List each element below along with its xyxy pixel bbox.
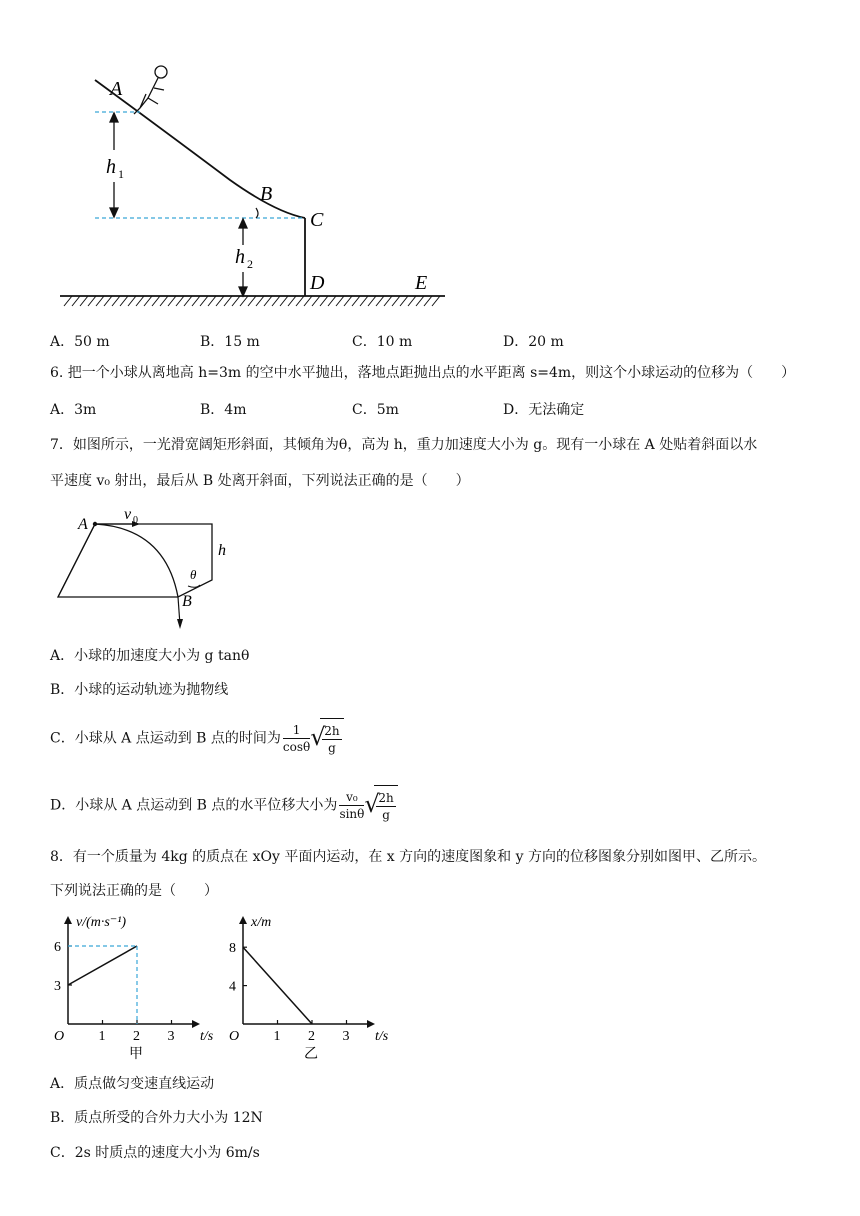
label-b: B <box>182 593 192 610</box>
x-tick-label: 2 <box>133 1029 140 1044</box>
chart-yi <box>225 906 395 1066</box>
x-axis-arrowhead <box>192 1020 200 1028</box>
q8-option-a[interactable]: A．质点做匀变速直线运动 <box>50 1076 215 1092</box>
chart-title: 乙 <box>304 1047 318 1062</box>
origin-label: O <box>54 1029 65 1044</box>
label-h2-sub: 2 <box>247 257 253 271</box>
x-tick-label: 1 <box>273 1029 281 1044</box>
q5-option-a[interactable]: A．50 m <box>50 334 110 350</box>
y-tick-label: 3 <box>54 979 61 994</box>
q6-option-b[interactable]: B．4m <box>200 402 247 418</box>
q6-option-d[interactable]: D．无法确定 <box>503 402 585 418</box>
q8-option-b[interactable]: B．质点所受的合外力大小为 12N <box>50 1110 263 1126</box>
label-v0-sub: 0 <box>133 515 138 526</box>
label-h1: h <box>106 156 116 178</box>
q8-stem-line2: 下列说法正确的是（ ） <box>50 883 218 899</box>
label-a: A <box>110 78 123 100</box>
q7-option-c[interactable] <box>50 718 344 759</box>
y-axis-arrowhead <box>239 916 247 924</box>
label-h: h <box>218 542 226 559</box>
q7-option-d-text: D．小球从 A 点运动到 B 点的水平位移大小为 <box>50 797 338 814</box>
q6-option-c[interactable]: C．5m <box>352 402 399 418</box>
label-v0: v <box>124 506 132 523</box>
label-h2: h <box>235 246 245 268</box>
q5-diagram <box>50 50 460 320</box>
series-line <box>243 947 312 1024</box>
x-tick-label: 2 <box>308 1029 315 1044</box>
y-axis-arrowhead <box>64 916 72 924</box>
q7-option-c-sqrt: √ $\frac{2h}{g}$ <box>320 718 343 759</box>
y-axis-label: x/m <box>251 915 272 930</box>
trajectory-curve <box>95 524 178 597</box>
chart-title: 甲 <box>129 1047 143 1062</box>
q7-option-b[interactable]: B．小球的运动轨迹为抛物线 <box>50 682 229 698</box>
ground-hatch <box>64 296 440 306</box>
q7-option-d-sqrt: √ $\frac{2h}{g}$ <box>374 785 397 826</box>
q6-stem: 6. 把一个小球从离地高 h=3m 的空中水平抛出，落地点距抛出点的水平距离 s=4m，则这个小球运动的位移为（ ） <box>50 365 796 381</box>
q7-option-d-fraction: $\frac{\text{v₀}}{\sin\theta}$ <box>339 790 365 821</box>
q8-stem-line1: 8．有一个质量为 4kg 的质点在 xOy 平面内运动，在 x 方向的速度图象和 y 方向的位移图象分别如图甲、乙所示。 <box>50 849 766 865</box>
q6-option-a[interactable]: A．3m <box>50 402 97 418</box>
label-b: B <box>260 183 273 205</box>
q5-option-b[interactable]: B．15 m <box>200 334 260 350</box>
x-axis-label: t/s <box>375 1029 389 1044</box>
slope-curve <box>95 80 305 218</box>
q5-option-c[interactable]: C．10 m <box>352 334 413 350</box>
y-tick-label: 4 <box>229 979 236 995</box>
origin-label: O <box>229 1029 240 1044</box>
label-c: C <box>310 209 324 231</box>
skier-figure <box>134 66 167 114</box>
x-tick-label: 3 <box>342 1029 350 1044</box>
label-e: E <box>415 272 428 294</box>
y-tick-label: 8 <box>229 941 236 957</box>
exit-arrowhead <box>177 619 183 629</box>
x-axis-label: t/s <box>200 1029 214 1044</box>
label-d: D <box>310 272 325 294</box>
label-h1-sub: 1 <box>118 167 124 181</box>
q5-option-d[interactable]: D．20 m <box>503 334 564 350</box>
q7-option-c-text: C．小球从 A 点运动到 B 点的时间为 <box>50 730 281 747</box>
q7-option-d[interactable] <box>50 785 398 826</box>
q7-option-c-fraction: $\frac{1}{\cos\theta}$ <box>282 723 311 754</box>
q7-stem-line2: 平速度 v₀ 射出，最后从 B 处离开斜面，下列说法正确的是（ ） <box>50 473 470 489</box>
label-theta: θ <box>190 567 197 582</box>
x-axis-arrowhead <box>367 1020 375 1028</box>
q7-option-a[interactable]: A．小球的加速度大小为 g tanθ <box>50 648 250 664</box>
q8-option-c[interactable]: C．2s 时质点的速度大小为 6m/s <box>50 1145 260 1161</box>
x-tick-label: 1 <box>98 1029 106 1044</box>
y-tick-label: 6 <box>54 940 61 955</box>
series-line <box>68 946 137 985</box>
label-a: A <box>78 516 88 533</box>
angle-arc-b <box>256 208 258 218</box>
q7-diagram <box>50 503 250 633</box>
chart-jia <box>50 906 220 1066</box>
x-tick-label: 3 <box>167 1029 175 1044</box>
q7-stem-line1: 7．如图所示，一光滑宽阔矩形斜面，其倾角为θ，高为 h，重力加速度大小为 g。现有一小球在 A 处贴着斜面以水 <box>50 437 758 453</box>
y-axis-label: v/(m·s⁻¹) <box>76 915 127 930</box>
